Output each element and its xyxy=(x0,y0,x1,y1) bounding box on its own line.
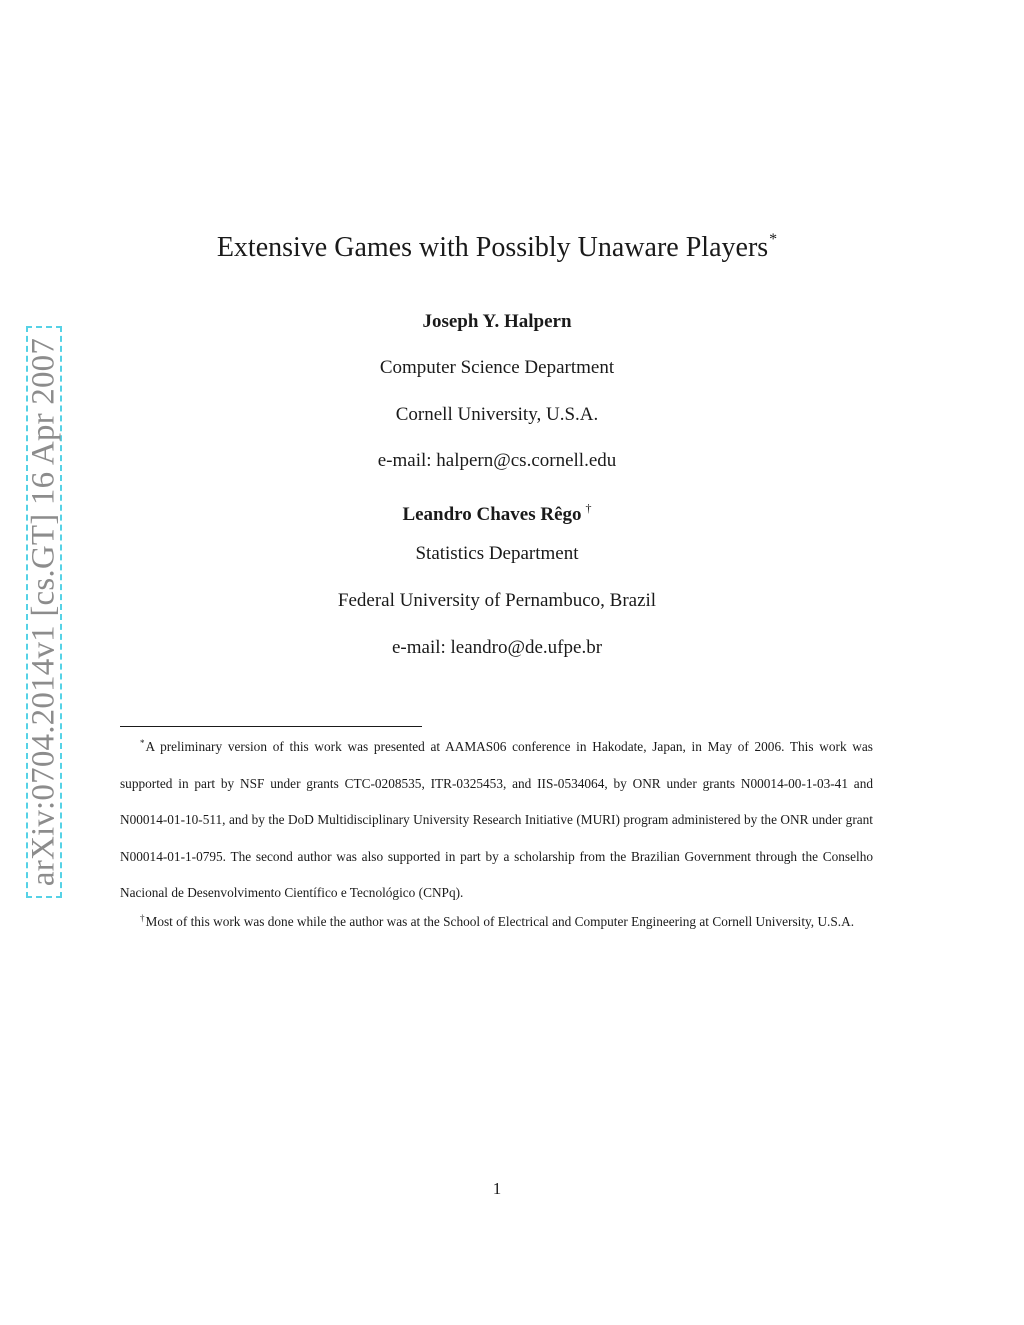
author-1-institution: Cornell University, U.S.A. xyxy=(395,404,599,425)
paper-title xyxy=(0,222,994,266)
footnote-1 xyxy=(120,725,873,912)
footnote-2 xyxy=(120,900,873,941)
author-1-department: Computer Science Department xyxy=(379,357,615,378)
author-1-name xyxy=(0,310,994,334)
title-footnote-mark: * xyxy=(769,231,778,248)
footnote-1-text: A preliminary version of this work was presented at AAMAS06 conference in Hakodate, Japan, in May of 2006. This work was supported in part by NSF under grants CTC-0208535, ITR-0325453, and IIS-0534064, by ONR under grants N00014-00-1-03-41 and N00014-01-10-511, and by the DoD Multidisciplinary University Research Initiative (MURI) program administered by the ONR under grant N00014-01-1-0795. The second author was also supported in part by a scholarship from the Brazilian Government through the Conselho Nacional de Desenvolvimento Científico e Tecnológico (CNPq). xyxy=(120,739,873,901)
author-1-name-text: Joseph Y. Halpern xyxy=(422,311,572,332)
paper-title-text: Extensive Games with Possibly Unaware Players xyxy=(216,232,769,263)
footnote-2-text: Most of this work was done while the author was at the School of Electrical and Computer Engineering at Cornell University, U.S.A. xyxy=(145,913,855,929)
author-2-name xyxy=(0,496,994,527)
footnotes xyxy=(120,725,873,941)
author-2-department: Statistics Department xyxy=(415,543,579,564)
page-number: 1 xyxy=(492,1179,502,1198)
author-1-email: e-mail: halpern@cs.cornell.edu xyxy=(377,450,617,471)
author-2-institution: Federal University of Pernambuco, Brazil xyxy=(337,590,657,611)
footnote-2-mark: † xyxy=(140,912,145,923)
footnote-1-mark: * xyxy=(140,738,145,748)
author-2-footnote-mark: † xyxy=(585,501,592,515)
author-2-name-text: Leandro Chaves Rêgo xyxy=(402,504,582,525)
arxiv-stamp-text: arXiv:0704.2014v1 [cs.GT] 16 Apr 2007 xyxy=(25,337,62,887)
author-2-email: e-mail: leandro@de.ufpe.br xyxy=(391,637,603,658)
